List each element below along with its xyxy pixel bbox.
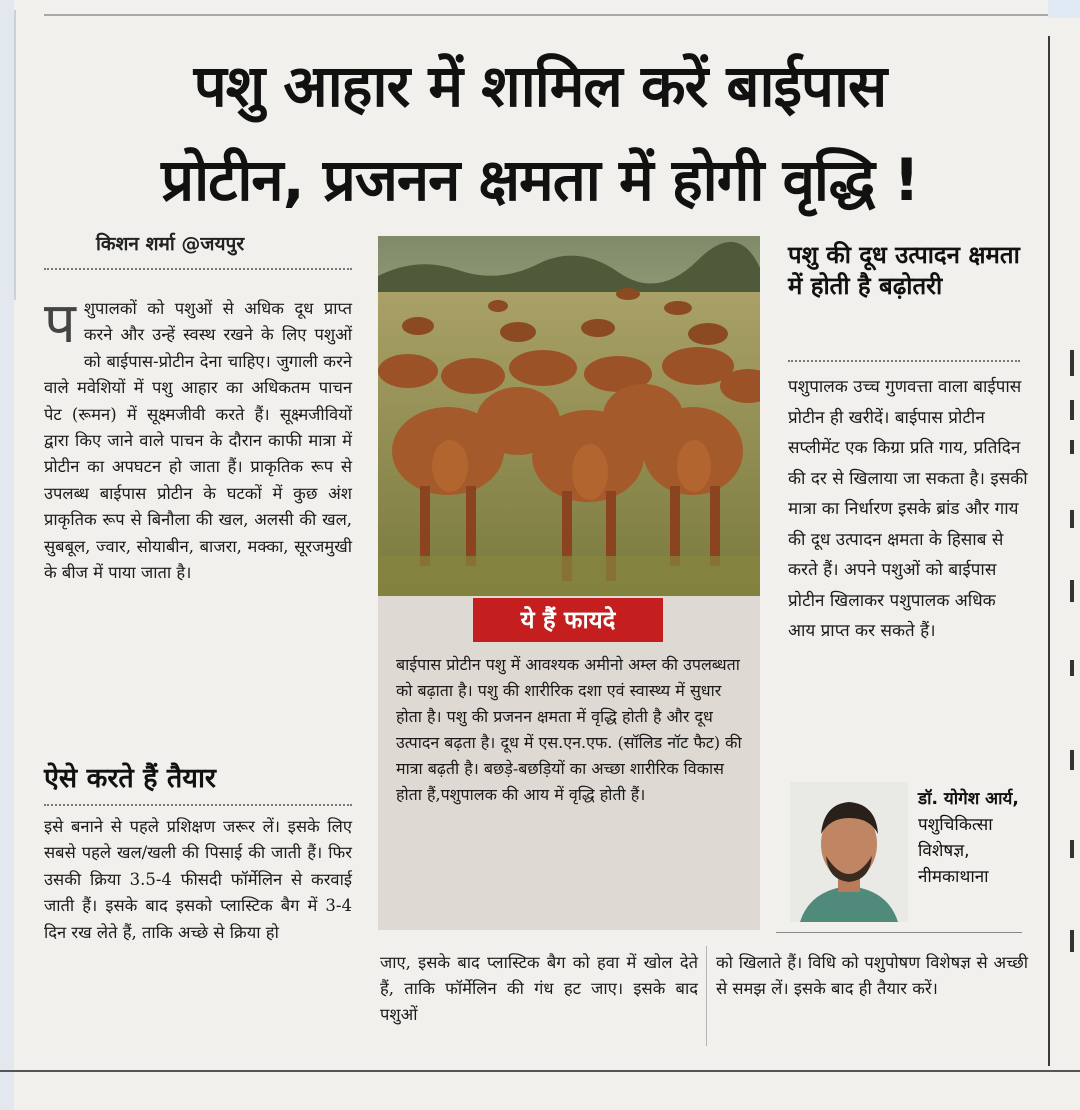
expert-title: पशुचिकित्सा विशेषज्ञ, [918, 815, 993, 861]
left-margin-rule [14, 10, 16, 300]
expert-name: डॉ. योगेश आर्य, [918, 789, 1019, 809]
prep-heading: ऐसे करते हैं तैयार [44, 763, 216, 794]
byline-divider [44, 268, 352, 270]
cattle-herd-illustration [378, 236, 760, 596]
adjacent-column-edge [1070, 330, 1080, 1030]
byline: किशन शर्मा @जयपुर [96, 233, 245, 255]
bottom-rule [0, 1070, 1080, 1072]
column-divider [706, 946, 707, 1046]
prep-heading-divider [44, 804, 352, 806]
benefits-text: बाईपास प्रोटीन पशु में आवश्यक अमीनो अम्ल की उपलब्धता को बढ़ाता है। पशु की शारीरिक दशा एवं स्वास्थ्य में सुधार होता है। पशु की प्रजनन क्षमता में वृद्धि होती है और दूध उत्पादन बढ़ता है। दूध में एस.एन.एफ. (सॉलिड नॉट फैट) की मात्रा बढ़ती है। बछड़े-बछड़ियों का अच्छा शारीरिक विकास होता हैं,पशुपालक की आय में वृद्धि होती हैं। [396, 655, 742, 804]
left-margin-strip [0, 0, 14, 1110]
prep-text-continued-2: को खिलाते हैं। विधि को पशुपोषण विशेषज्ञ से अच्छी से समझ लें। इसके बाद ही तैयार करें। [716, 953, 1028, 998]
sidebar-heading-divider [788, 360, 1020, 362]
expert-portrait-illustration [790, 782, 908, 922]
prep-text: इसे बनाने से पहले प्रशिक्षण जरूर लें। इसके लिए सबसे पहले खल/खली की पिसाई की जाती हैं। फिर उसकी क्रिया 3.5-4 फीसदी फॉर्मेलिन से करवाई जाती हैं। इसके बाद इसको प्लास्टिक बैग में 3-4 दिन रख लेते हैं, ताकि अच्छे से क्रिया हो [44, 817, 352, 942]
benefits-badge: ये हैं फायदे [473, 598, 663, 642]
expert-portrait [790, 782, 908, 922]
sidebar-text: पशुपालक उच्च गुणवत्ता वाला बाईपास प्रोटीन ही खरीदें। बाईपास प्रोटीन सप्लीमेंट एक किग्रा प्रति गाय, प्रतिदिन की दर से खिलाया जा सकता है। इसकी मात्रा का निर्धारण इसके ब्रांड और गाय की दूध उत्पादन क्षमता के हिसाब से करते हैं। अपने पशुओं को बाईपास प्रोटीन खिलाकर पशुपालक अधिक आय प्राप्त कर सकते हैं। [788, 377, 1028, 641]
intro-paragraph [44, 291, 352, 586]
prep-text-continued-1: जाए, इसके बाद प्लास्टिक बैग को हवा में खोल देते हैं, ताकि फॉर्मेलिन की गंध हट जाए। इसके बाद पशुओं [380, 953, 698, 1024]
expert-place: नीमकाथाना [918, 867, 989, 887]
right-column-rule [1048, 36, 1050, 1066]
drop-cap: प [44, 291, 76, 356]
headline-line-2: प्रोटीन, प्रजनन क्षमता में होगी वृद्धि ! [161, 146, 919, 214]
top-rule [44, 14, 1054, 16]
sidebar-heading: पशु की दूध उत्पादन क्षमता में होती है बढ़ोतरी [788, 241, 1020, 300]
top-right-corner [1048, 0, 1080, 18]
cattle-herd-photo [378, 236, 760, 596]
intro-text: शुपालकों को पशुओं से अधिक दूध प्राप्त करने और उन्हें स्वस्थ रखने के लिए पशुओं को बाईपास-प्रोटीन देना चाहिए। जुगाली करने वाले मवेशियों में पशु आहार का अधिकतम पाचन पेट (रूमन) में सूक्ष्मजीवी करते हैं। सूक्ष्मजीवियों द्वारा किए जाने वाले पाचन के दौरान काफी मात्रा में प्रोटीन का अपघटन हो जाता हैं। प्राकृतिक रूप से उपलब्ध बाईपास प्रोटीन के घटकों में कुछ अंश प्राकृतिक रूप से बिनौला की खल, अलसी की खल, सुबबूल, ज्वार, सोयाबीन, बाजरा, मक्का, सूरजमुखी के बीज में पाया जाता है। [44, 299, 352, 583]
headline-line-1: पशु आहार में शामिल करें बाईपास [193, 52, 887, 120]
expert-credit [918, 786, 1038, 890]
expert-divider [776, 932, 1022, 933]
